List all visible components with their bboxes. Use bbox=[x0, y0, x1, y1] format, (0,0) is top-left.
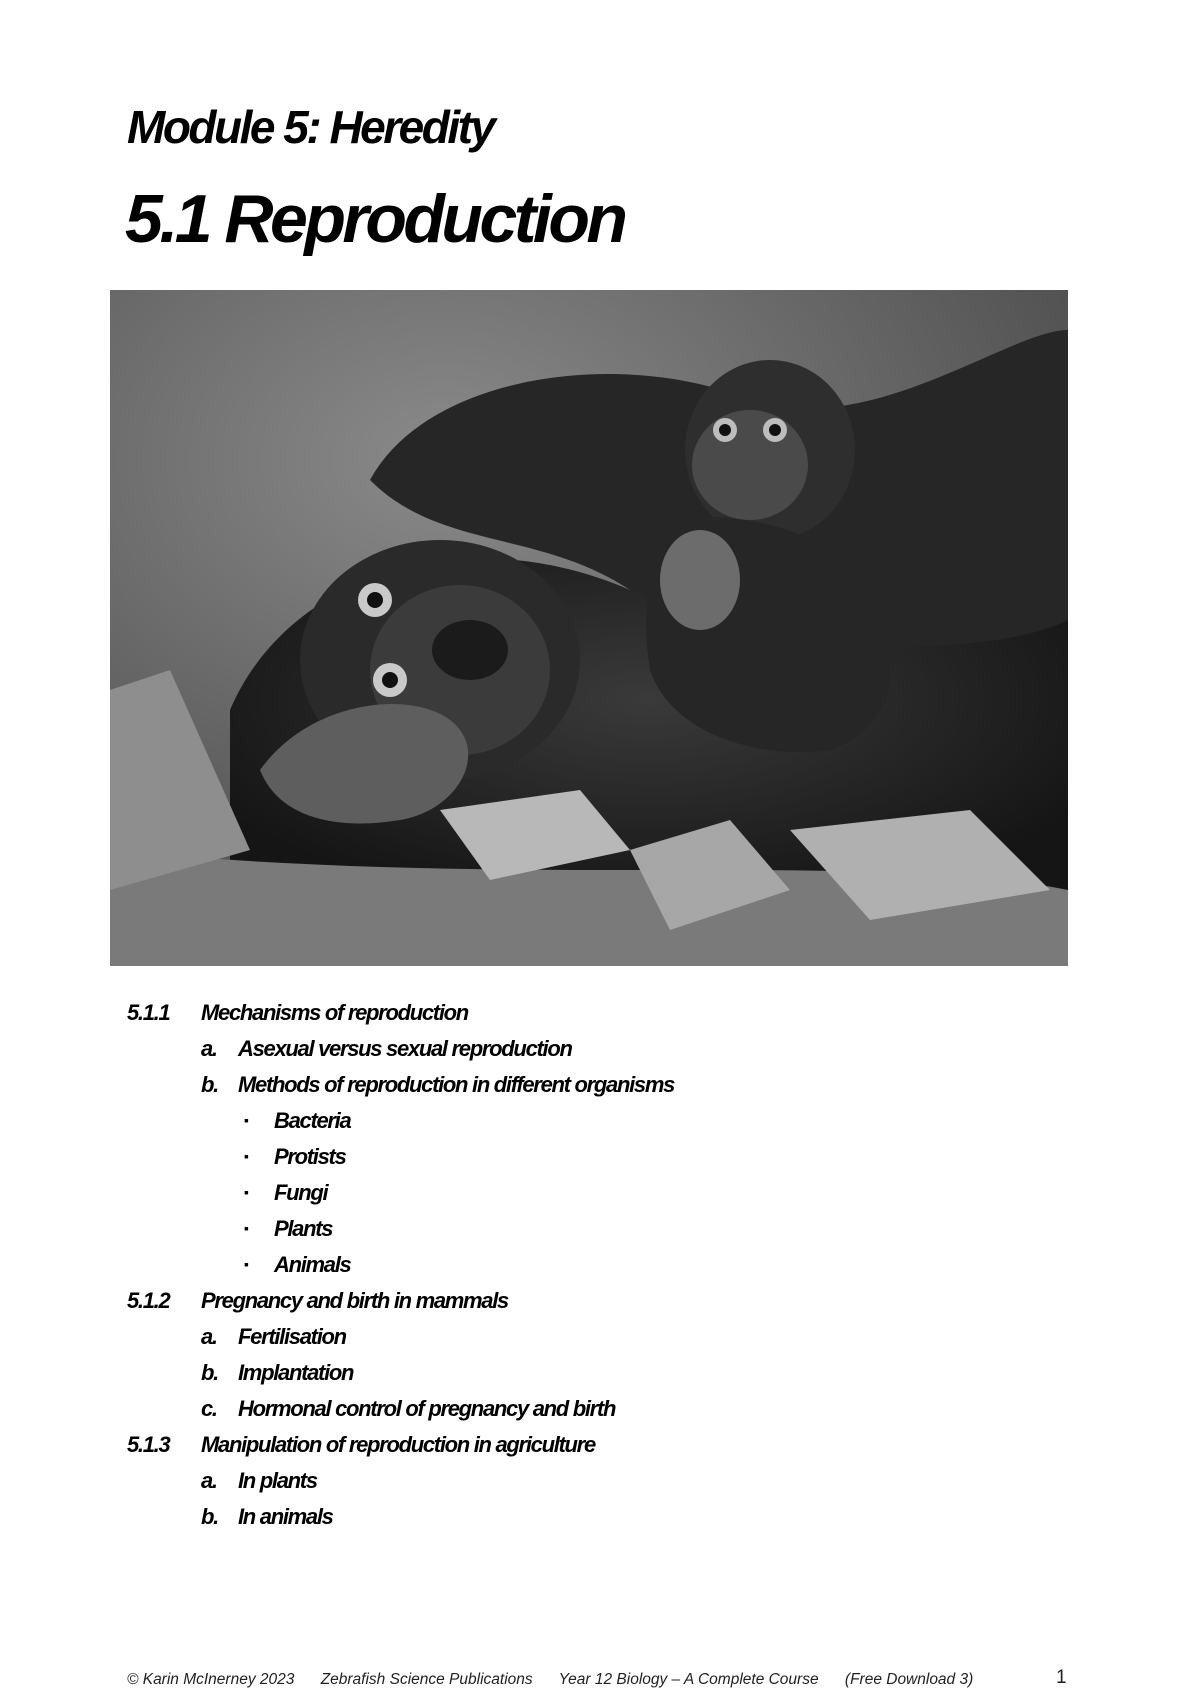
gorilla-photo bbox=[110, 290, 1068, 966]
section-title: 5.1 Reproduction bbox=[125, 181, 625, 257]
section-number: 5.1.3 bbox=[127, 1432, 170, 1457]
bullet-text: Bacteria bbox=[274, 1108, 351, 1133]
bullet-icon: ▪ bbox=[244, 1220, 248, 1236]
item-text: In animals bbox=[238, 1504, 333, 1529]
gorilla-photo-illustration bbox=[110, 290, 1068, 966]
bullet-icon: ▪ bbox=[244, 1148, 248, 1164]
item-letter: b. bbox=[201, 1072, 218, 1097]
section-heading: Manipulation of reproduction in agriculture bbox=[201, 1432, 595, 1457]
section-heading: Mechanisms of reproduction bbox=[201, 1000, 468, 1025]
bullet-icon: ▪ bbox=[244, 1256, 248, 1272]
section-heading: Pregnancy and birth in mammals bbox=[201, 1288, 508, 1313]
footer-copyright: © Karin McInerney 2023 bbox=[127, 1671, 295, 1688]
item-text: Implantation bbox=[238, 1360, 354, 1385]
bullet-icon: ▪ bbox=[244, 1184, 248, 1200]
item-text: Hormonal control of pregnancy and birth bbox=[238, 1396, 616, 1421]
bullet-text: Animals bbox=[274, 1252, 351, 1277]
item-letter: c. bbox=[201, 1396, 217, 1421]
bullet-text: Fungi bbox=[274, 1180, 328, 1205]
bullet-text: Protists bbox=[274, 1144, 346, 1169]
item-text: Fertilisation bbox=[238, 1324, 346, 1349]
item-letter: a. bbox=[201, 1036, 217, 1061]
item-text: Asexual versus sexual reproduction bbox=[238, 1036, 572, 1061]
item-text: In plants bbox=[238, 1468, 317, 1493]
module-title: Module 5: Heredity bbox=[127, 101, 494, 153]
section-number: 5.1.1 bbox=[127, 1000, 170, 1025]
footer-course: Year 12 Biology – A Complete Course bbox=[558, 1671, 819, 1688]
footer-edition: (Free Download 3) bbox=[844, 1671, 974, 1688]
section-number: 5.1.2 bbox=[127, 1288, 170, 1313]
item-text: Methods of reproduction in different organisms bbox=[238, 1072, 675, 1097]
page-footer bbox=[127, 1671, 1087, 1689]
item-letter: b. bbox=[201, 1504, 218, 1529]
item-letter: a. bbox=[201, 1324, 217, 1349]
bullet-icon: ▪ bbox=[244, 1112, 248, 1128]
item-letter: b. bbox=[201, 1360, 218, 1385]
footer-publisher: Zebrafish Science Publications bbox=[320, 1671, 533, 1688]
bullet-text: Plants bbox=[274, 1216, 333, 1241]
item-letter: a. bbox=[201, 1468, 217, 1493]
page-number: 1 bbox=[1056, 1667, 1067, 1688]
